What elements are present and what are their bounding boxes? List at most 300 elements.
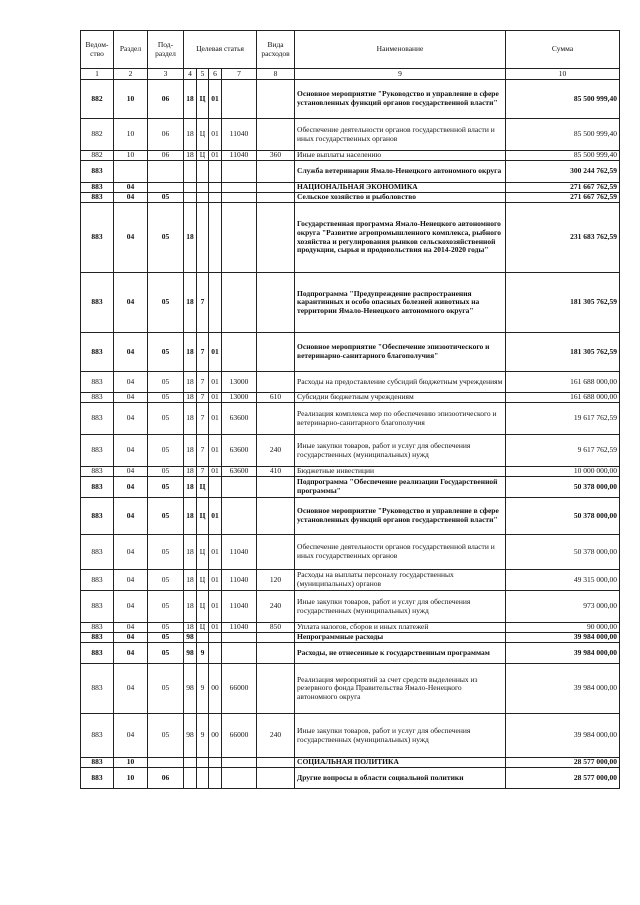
cell-subprogram-code: Ц [197,119,209,151]
cell-vedomstvo: 883 [81,498,114,535]
cell-event-code [209,643,222,664]
column-number: 6 [209,69,222,80]
cell-summa: 161 688 000,00 [506,372,620,393]
cell-event-code [209,633,222,643]
column-number: 10 [506,69,620,80]
cell-program-code [184,183,197,193]
table-row [81,372,620,393]
cell-summa: 271 667 762,59 [506,183,620,193]
cell-program-code: 18 [184,498,197,535]
cell-razdel [114,161,148,183]
cell-vid-raskhodov [257,477,295,498]
cell-naimenovanie: Бюджетные инвестиции [295,467,506,477]
cell-program-code: 18 [184,477,197,498]
column-number: 7 [222,69,257,80]
cell-vedomstvo: 883 [81,161,114,183]
cell-vedomstvo: 883 [81,273,114,333]
budget-page [80,30,620,789]
cell-vid-raskhodov [257,119,295,151]
cell-summa: 39 984 000,00 [506,633,620,643]
header-razdel: Раздел [114,31,148,69]
cell-summa: 50 378 000,00 [506,535,620,570]
cell-vid-raskhodov [257,183,295,193]
cell-event-code [209,758,222,768]
cell-subprogram-code: 7 [197,372,209,393]
table-row [81,403,620,435]
cell-razdel: 04 [114,467,148,477]
cell-vedomstvo: 883 [81,193,114,203]
cell-direction-code [222,758,257,768]
cell-program-code: 18 [184,403,197,435]
column-number: 3 [148,69,184,80]
cell-razdel: 10 [114,768,148,789]
cell-direction-code: 66000 [222,664,257,714]
cell-program-code: 98 [184,643,197,664]
cell-podrazdel: 05 [148,467,184,477]
cell-vid-raskhodov [257,633,295,643]
cell-naimenovanie: Расходы на выплаты персоналу государственных (муниципальных) органов [295,570,506,591]
cell-razdel: 04 [114,570,148,591]
column-number: 1 [81,69,114,80]
cell-event-code: 01 [209,623,222,633]
cell-vedomstvo: 883 [81,477,114,498]
cell-naimenovanie: Сельское хозяйство и рыболовство [295,193,506,203]
cell-vid-raskhodov [257,161,295,183]
cell-razdel: 10 [114,151,148,161]
cell-vid-raskhodov: 240 [257,714,295,758]
cell-vedomstvo: 883 [81,758,114,768]
cell-direction-code [222,768,257,789]
table-row [81,183,620,193]
cell-event-code: 01 [209,535,222,570]
cell-podrazdel: 05 [148,403,184,435]
cell-razdel: 04 [114,435,148,467]
table-row [81,570,620,591]
cell-summa: 39 984 000,00 [506,643,620,664]
table-row [81,203,620,273]
cell-podrazdel: 05 [148,570,184,591]
cell-subprogram-code [197,768,209,789]
cell-vedomstvo: 883 [81,535,114,570]
cell-direction-code [222,203,257,273]
cell-subprogram-code [197,161,209,183]
cell-direction-code: 11040 [222,591,257,623]
cell-razdel: 04 [114,633,148,643]
cell-razdel: 04 [114,643,148,664]
cell-program-code [184,768,197,789]
cell-subprogram-code: 9 [197,664,209,714]
cell-vedomstvo: 883 [81,643,114,664]
cell-event-code: 01 [209,403,222,435]
cell-vid-raskhodov [257,203,295,273]
cell-event-code: 01 [209,393,222,403]
cell-vid-raskhodov [257,664,295,714]
cell-vid-raskhodov [257,273,295,333]
cell-direction-code: 11040 [222,151,257,161]
cell-naimenovanie: Подпрограмма "Обеспечение реализации Государственной программы" [295,477,506,498]
cell-razdel: 04 [114,498,148,535]
cell-subprogram-code: 7 [197,273,209,333]
cell-naimenovanie: Подпрограмма "Предупреждение распространения карантинных и особо опасных болезней животных на территории Ямало-Ненецкого автономного округа" [295,273,506,333]
cell-vedomstvo: 883 [81,591,114,623]
cell-razdel: 04 [114,193,148,203]
cell-event-code: 01 [209,498,222,535]
cell-razdel: 04 [114,372,148,393]
cell-program-code: 98 [184,633,197,643]
cell-summa: 39 984 000,00 [506,664,620,714]
cell-event-code: 01 [209,333,222,372]
cell-vedomstvo: 883 [81,633,114,643]
cell-direction-code: 66000 [222,714,257,758]
header-summa: Сумма [506,31,620,69]
cell-razdel: 04 [114,591,148,623]
cell-subprogram-code: Ц [197,498,209,535]
cell-program-code: 18 [184,570,197,591]
cell-naimenovanie: НАЦИОНАЛЬНАЯ ЭКОНОМИКА [295,183,506,193]
table-row [81,498,620,535]
cell-direction-code [222,477,257,498]
cell-podrazdel: 05 [148,664,184,714]
cell-razdel: 04 [114,333,148,372]
cell-naimenovanie: Расходы, не отнесенные к государственным программам [295,643,506,664]
cell-direction-code: 63600 [222,467,257,477]
cell-program-code: 18 [184,623,197,633]
cell-subprogram-code: 7 [197,333,209,372]
table-row [81,273,620,333]
cell-podrazdel: 05 [148,393,184,403]
cell-vedomstvo: 883 [81,664,114,714]
cell-summa: 50 378 000,00 [506,477,620,498]
cell-podrazdel [148,183,184,193]
table-row [81,768,620,789]
cell-event-code [209,183,222,193]
cell-razdel: 04 [114,393,148,403]
cell-podrazdel: 05 [148,498,184,535]
cell-podrazdel: 05 [148,643,184,664]
table-row [81,477,620,498]
cell-program-code: 18 [184,535,197,570]
cell-event-code [209,203,222,273]
column-number-row [81,69,620,80]
cell-summa: 271 667 762,59 [506,193,620,203]
cell-event-code: 01 [209,435,222,467]
cell-podrazdel: 05 [148,591,184,623]
cell-vid-raskhodov [257,768,295,789]
cell-summa: 90 000,00 [506,623,620,633]
cell-vedomstvo: 883 [81,768,114,789]
cell-podrazdel: 05 [148,372,184,393]
cell-program-code [184,193,197,203]
cell-razdel: 04 [114,183,148,193]
column-number: 2 [114,69,148,80]
cell-naimenovanie: Непрограммные расходы [295,633,506,643]
cell-podrazdel: 06 [148,80,184,119]
cell-vedomstvo: 882 [81,80,114,119]
cell-podrazdel: 05 [148,273,184,333]
cell-vid-raskhodov [257,403,295,435]
cell-vedomstvo: 883 [81,203,114,273]
cell-event-code: 01 [209,151,222,161]
cell-event-code: 01 [209,119,222,151]
column-number: 8 [257,69,295,80]
cell-program-code: 18 [184,372,197,393]
cell-subprogram-code: Ц [197,80,209,119]
cell-podrazdel: 06 [148,768,184,789]
cell-event-code: 01 [209,467,222,477]
table-row [81,333,620,372]
cell-naimenovanie: Иные закупки товаров, работ и услуг для обеспечения государственных (муниципальных) нужд [295,435,506,467]
cell-direction-code: 63600 [222,435,257,467]
cell-summa: 49 315 000,00 [506,570,620,591]
cell-naimenovanie: Иные выплаты населению [295,151,506,161]
cell-event-code [209,273,222,333]
cell-vid-raskhodov [257,372,295,393]
cell-naimenovanie: Обеспечение деятельности органов государственной власти и иных государственных органов [295,535,506,570]
cell-vedomstvo: 883 [81,183,114,193]
cell-program-code: 18 [184,435,197,467]
cell-subprogram-code: Ц [197,477,209,498]
cell-vedomstvo: 883 [81,333,114,372]
cell-event-code [209,477,222,498]
cell-podrazdel: 05 [148,193,184,203]
cell-summa: 28 577 000,00 [506,758,620,768]
header-tselevaya-statya: Целевая статья [184,31,257,69]
cell-naimenovanie: Обеспечение деятельности органов государственной власти и иных государственных органов [295,119,506,151]
cell-direction-code [222,633,257,643]
cell-vedomstvo: 883 [81,623,114,633]
cell-summa: 85 500 999,40 [506,80,620,119]
cell-summa: 39 984 000,00 [506,714,620,758]
cell-subprogram-code: 7 [197,403,209,435]
cell-program-code: 18 [184,80,197,119]
cell-vid-raskhodov [257,498,295,535]
cell-summa: 9 617 762,59 [506,435,620,467]
cell-naimenovanie: Субсидии бюджетным учреждениям [295,393,506,403]
cell-razdel: 04 [114,273,148,333]
table-row [81,643,620,664]
cell-direction-code [222,183,257,193]
cell-razdel: 04 [114,535,148,570]
table-row [81,435,620,467]
cell-razdel: 04 [114,403,148,435]
cell-vedomstvo: 883 [81,570,114,591]
cell-program-code: 18 [184,273,197,333]
table-row [81,664,620,714]
table-header-row [81,31,620,69]
table-row [81,633,620,643]
cell-subprogram-code: Ц [197,151,209,161]
table-row [81,193,620,203]
cell-subprogram-code: 9 [197,714,209,758]
cell-subprogram-code: Ц [197,623,209,633]
table-row [81,758,620,768]
table-row [81,119,620,151]
cell-vid-raskhodov [257,758,295,768]
cell-subprogram-code [197,203,209,273]
cell-naimenovanie: Другие вопросы в области социальной политики [295,768,506,789]
cell-summa: 85 500 999,40 [506,151,620,161]
cell-podrazdel: 05 [148,535,184,570]
cell-event-code: 01 [209,372,222,393]
table-row [81,591,620,623]
cell-vedomstvo: 883 [81,372,114,393]
cell-podrazdel: 05 [148,477,184,498]
table-row [81,535,620,570]
cell-podrazdel: 05 [148,435,184,467]
cell-podrazdel [148,161,184,183]
cell-podrazdel: 06 [148,151,184,161]
cell-summa: 10 000 000,00 [506,467,620,477]
table-body [81,80,620,789]
cell-vedomstvo: 883 [81,393,114,403]
cell-direction-code [222,193,257,203]
cell-subprogram-code: Ц [197,570,209,591]
cell-event-code: 01 [209,80,222,119]
cell-summa: 28 577 000,00 [506,768,620,789]
cell-event-code: 00 [209,714,222,758]
cell-event-code [209,193,222,203]
table-row [81,623,620,633]
cell-summa: 50 378 000,00 [506,498,620,535]
cell-razdel: 10 [114,80,148,119]
cell-direction-code: 11040 [222,570,257,591]
cell-naimenovanie: Основное мероприятие "Обеспечение эпизоотического и ветеринарно-санитарного благополучия" [295,333,506,372]
cell-summa: 19 617 762,59 [506,403,620,435]
cell-summa: 85 500 999,40 [506,119,620,151]
cell-subprogram-code [197,758,209,768]
table-row [81,393,620,403]
cell-vid-raskhodov: 610 [257,393,295,403]
cell-vid-raskhodov: 850 [257,623,295,633]
cell-direction-code: 11040 [222,623,257,633]
cell-direction-code [222,80,257,119]
cell-summa: 300 244 762,59 [506,161,620,183]
cell-program-code: 98 [184,664,197,714]
cell-razdel: 04 [114,664,148,714]
cell-vid-raskhodov: 360 [257,151,295,161]
cell-summa: 181 305 762,59 [506,333,620,372]
header-podrazdel: Под-раздел [148,31,184,69]
cell-razdel: 04 [114,203,148,273]
cell-direction-code [222,498,257,535]
cell-program-code [184,758,197,768]
cell-program-code: 18 [184,203,197,273]
cell-razdel: 04 [114,477,148,498]
cell-direction-code: 13000 [222,372,257,393]
cell-subprogram-code: 7 [197,435,209,467]
column-number: 5 [197,69,209,80]
budget-table [80,30,620,789]
cell-naimenovanie: Реализация комплекса мер по обеспечению эпизоотического и ветеринарно-санитарного благополучия [295,403,506,435]
cell-summa: 231 683 762,59 [506,203,620,273]
cell-naimenovanie: Государственная программа Ямало-Ненецкого автономного округа "Развитие агропромышленного комплекса, рыбного хозяйства и регулирования рынков сельскохозяйственной продукции, сырья и продовольствия на 2014-2020 годы" [295,203,506,273]
cell-direction-code [222,333,257,372]
cell-program-code: 18 [184,119,197,151]
table-row [81,467,620,477]
cell-subprogram-code: 7 [197,393,209,403]
cell-program-code: 18 [184,393,197,403]
cell-event-code: 01 [209,570,222,591]
cell-vedomstvo: 883 [81,714,114,758]
cell-direction-code: 13000 [222,393,257,403]
cell-naimenovanie: СОЦИАЛЬНАЯ ПОЛИТИКА [295,758,506,768]
cell-program-code: 18 [184,151,197,161]
cell-vid-raskhodov [257,535,295,570]
cell-program-code: 18 [184,467,197,477]
cell-summa: 973 000,00 [506,591,620,623]
cell-direction-code: 11040 [222,535,257,570]
cell-podrazdel: 06 [148,119,184,151]
cell-podrazdel: 05 [148,633,184,643]
cell-direction-code [222,161,257,183]
cell-vid-raskhodov [257,80,295,119]
cell-direction-code: 11040 [222,119,257,151]
cell-direction-code [222,273,257,333]
header-naimenovanie: Наименование [295,31,506,69]
cell-vid-raskhodov: 410 [257,467,295,477]
cell-naimenovanie: Расходы на предоставление субсидий бюджетным учреждениям [295,372,506,393]
table-row [81,151,620,161]
cell-direction-code: 63600 [222,403,257,435]
cell-podrazdel: 05 [148,203,184,273]
cell-event-code [209,768,222,789]
cell-subprogram-code: 7 [197,467,209,477]
column-number: 9 [295,69,506,80]
cell-subprogram-code [197,183,209,193]
cell-naimenovanie: Основное мероприятие "Руководство и управление в сфере установленных функций органов государственной власти" [295,498,506,535]
cell-vid-raskhodov: 240 [257,435,295,467]
cell-vid-raskhodov: 240 [257,591,295,623]
header-vid-raskhodov: Вида расходов [257,31,295,69]
cell-podrazdel: 05 [148,623,184,633]
cell-podrazdel [148,758,184,768]
cell-vedomstvo: 883 [81,435,114,467]
cell-event-code: 00 [209,664,222,714]
cell-naimenovanie: Иные закупки товаров, работ и услуг для обеспечения государственных (муниципальных) нужд [295,714,506,758]
cell-razdel: 10 [114,758,148,768]
cell-naimenovanie: Иные закупки товаров, работ и услуг для обеспечения государственных (муниципальных) нужд [295,591,506,623]
cell-summa: 161 688 000,00 [506,393,620,403]
cell-vedomstvo: 882 [81,119,114,151]
cell-event-code: 01 [209,591,222,623]
cell-podrazdel: 05 [148,333,184,372]
cell-razdel: 04 [114,623,148,633]
cell-subprogram-code: Ц [197,591,209,623]
cell-summa: 181 305 762,59 [506,273,620,333]
cell-subprogram-code [197,633,209,643]
cell-vid-raskhodov [257,193,295,203]
cell-razdel: 10 [114,119,148,151]
cell-razdel: 04 [114,714,148,758]
cell-naimenovanie: Уплата налогов, сборов и иных платежей [295,623,506,633]
cell-podrazdel: 05 [148,714,184,758]
table-row [81,80,620,119]
cell-event-code [209,161,222,183]
cell-program-code [184,161,197,183]
cell-program-code: 18 [184,591,197,623]
cell-naimenovanie: Служба ветеринарии Ямало-Ненецкого автономного округа [295,161,506,183]
table-row [81,161,620,183]
cell-program-code: 18 [184,333,197,372]
cell-vid-raskhodov: 120 [257,570,295,591]
cell-vid-raskhodov [257,333,295,372]
column-number: 4 [184,69,197,80]
header-vedomstvo: Ведом-ство [81,31,114,69]
cell-subprogram-code [197,193,209,203]
cell-vedomstvo: 882 [81,151,114,161]
cell-vedomstvo: 883 [81,467,114,477]
cell-subprogram-code: Ц [197,535,209,570]
